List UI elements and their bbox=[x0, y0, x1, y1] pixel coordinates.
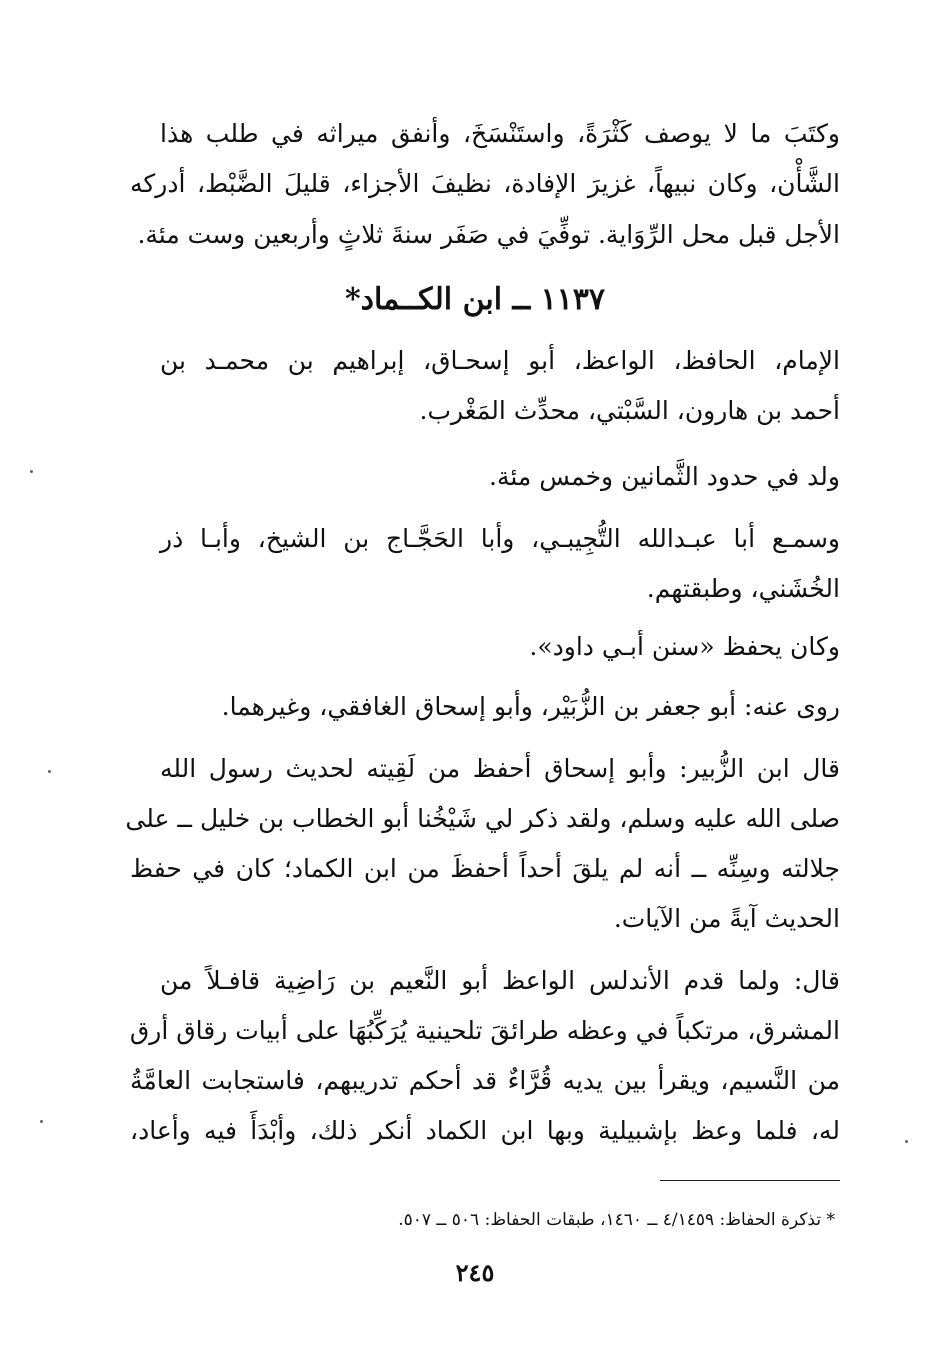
footnote-separator bbox=[660, 1180, 840, 1181]
text-line: روى عنه: أبو جعفر بن الزُّبَيْر، وأبو إسحاق الغافقي، وغيرهما. bbox=[221, 692, 840, 721]
text-line: وسمـع أبا عبـدالله التُّجِيبـي، وأبا الحَجَّـاج بن الشيخ، وأبـا ذر bbox=[160, 524, 840, 553]
text-line: له، فلما وعظ بإشبيلية وبها ابن الكماد أنكر ذلك، وأبْدَأَ فيه وأعاد، bbox=[130, 1116, 840, 1145]
text-line: وكان يحفظ «سنن أبـي داود». bbox=[529, 632, 840, 661]
text-line: الأجل قبل محل الرِّوَاية. توفِّيَ في صَفَر سنةَ ثلاثٍ وأربعين وست مئة. bbox=[137, 220, 840, 249]
text-line: أحمد بن هارون، السَّبْتي، محدِّث المَغْرب. bbox=[419, 396, 840, 425]
footnote: * تذكرة الحفاظ: ٤/١٤٥٩ ــ ١٤٦٠، طبقات الحفاظ: ٥٠٦ ــ ٥٠٧. bbox=[398, 1210, 835, 1230]
scan-speck bbox=[40, 1120, 43, 1123]
text-line: الإمام، الحافظ، الواعظ، أبو إسحـاق، إبراهيم بن محمـد بن bbox=[160, 346, 840, 375]
scan-speck bbox=[905, 1140, 908, 1143]
text-line: الخُشَني، وطبقتهم. bbox=[646, 574, 840, 603]
page-number: ٢٤٥ bbox=[455, 1258, 495, 1287]
text-line: ولد في حدود الثَّمانين وخمس مئة. bbox=[489, 462, 840, 491]
text-line: من النَّسيم، ويقرأ بين يديه قُرَّاءٌ قد أحكم تدريبهم، فاستجابت العامَّةُ bbox=[130, 1066, 840, 1095]
entry-heading: ١١٣٧ ــ ابن الكــماد* bbox=[344, 282, 606, 317]
scan-speck bbox=[48, 770, 51, 773]
text-line: المشرق، مرتكباً في وعظه طرائقَ تلحينية يُرَكِّبُهَا على أبيات رقاق أرق bbox=[129, 1016, 840, 1045]
text-line: جلالته وسِنِّه ــ أنه لم يلقَ أحداً أحفظَ من ابن الكماد؛ كان في حفظ bbox=[130, 854, 840, 883]
text-line: قال ابن الزُّبير: وأبو إسحاق أحفظ من لَقِيته لحديث رسول الله bbox=[160, 754, 840, 783]
text-line: الحديث آيةً من الآيات. bbox=[613, 904, 840, 933]
text-line: الشَّأْن، وكان نبيهاً، غزيرَ الإفادة، نظيفَ الأجزاء، قليلَ الضَّبْط، أدركه bbox=[130, 169, 840, 198]
scan-speck bbox=[30, 470, 33, 473]
text-line: قال: ولما قدم الأندلس الواعظ أبو النَّعيم بن رَاضِية قافـلاً من bbox=[160, 966, 840, 995]
text-line: وكتَبَ ما لا يوصف كَثْرَةً، واستَنْسَخَ، وأنفق ميراثه في طلب هذا bbox=[160, 119, 840, 148]
text-line: صلى الله عليه وسلم، ولقد ذكر لي شَيْخُنا أبو الخطاب بن خليل ــ على bbox=[125, 804, 840, 833]
